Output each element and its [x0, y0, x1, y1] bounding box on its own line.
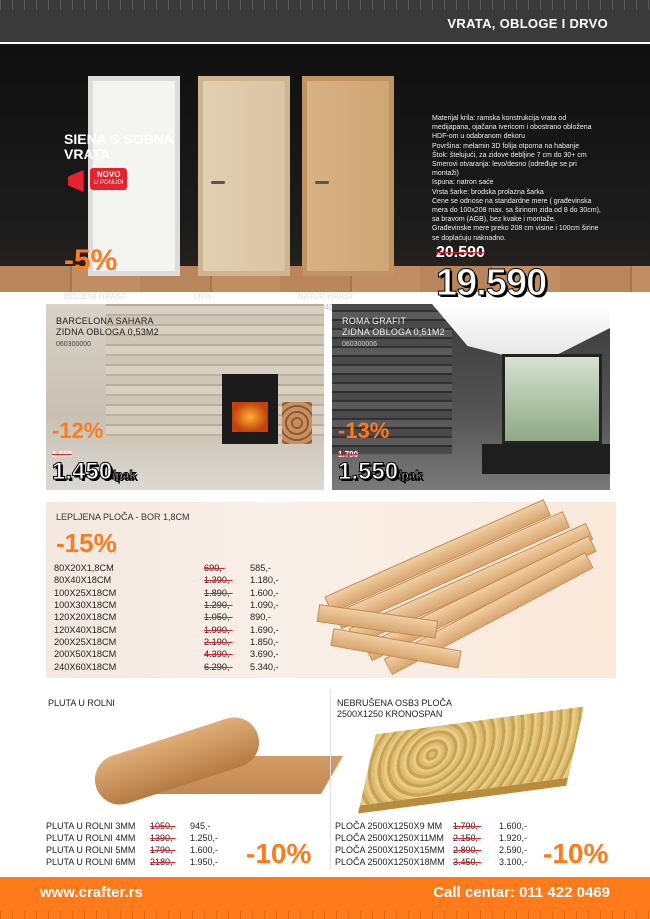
price-row	[54, 636, 310, 648]
bed-image	[482, 444, 610, 474]
product-name: PLUTA U ROLNI 6MM	[46, 857, 136, 867]
board-title: LEPLJENA PLOČA - BOR 1,8CM	[56, 512, 190, 522]
new-price: 1.600,-	[499, 821, 528, 831]
new-price: 1.180,-	[250, 575, 279, 586]
price-row	[54, 660, 310, 672]
old-price: 2180,-	[150, 857, 176, 867]
old-price: 2.890,-	[453, 845, 482, 855]
board-discount: -15%	[56, 528, 117, 558]
footer-bar	[0, 877, 650, 919]
old-price: 6.290,-	[204, 661, 233, 672]
product-name: PLUTA U ROLNI 3MM	[46, 821, 136, 831]
website-link[interactable]: www.crafter.rs	[40, 884, 143, 901]
new-price: 890,-	[250, 612, 271, 623]
price-row	[335, 820, 527, 832]
glued-board-section	[46, 502, 616, 678]
new-price: 1.250,-	[190, 833, 219, 843]
product-name: 200X25X18CM	[54, 636, 117, 647]
osb-title: NEBRUŠENA OSB3 PLOČA 2500X1250 KRONOSPAN	[337, 698, 453, 719]
cork-section	[42, 690, 326, 870]
doors-section	[0, 44, 650, 304]
new-price: 1.920,-	[499, 833, 528, 843]
price-row	[54, 648, 310, 660]
new-price: 5.340,-	[250, 661, 279, 672]
new-price: 1.600,-	[190, 845, 219, 855]
old-price: 1.890,-	[204, 587, 233, 598]
planks-image	[308, 504, 618, 674]
cork-roll-image	[82, 720, 312, 800]
panel-discount: -13%	[338, 418, 390, 443]
board-price-table	[54, 562, 310, 673]
panel-discount: -12%	[52, 418, 104, 443]
old-price: 1.790,-	[453, 821, 482, 831]
door-specs: Materijal krila: ramska konstrukcija vrata od medijapana, ojačana ivericom i obostrano obložena HDF-om u odabranom dekoru Površina: melamin 3D folija otporna na habanje Štok: štelujući, za zidove debljine 7 cm do 30+ cm Smerovi otvaranja: levo/desno (određuje se pri montaži) Ispuna: natron saće Vrsta šarke: brodska prolazna šarka Cene se odnose na standardne mere ( građevinska mera do 100x208 max. sa širinom zida od 8 do 30cm), sa bravom (AGB), bez kvake i montaže. Građevinske mere preko 208 cm visine i 100cm širine se doplaćuju naknadno.	[432, 115, 601, 242]
door-item: NATUR HRAST	[298, 292, 355, 301]
price-row	[46, 844, 218, 856]
price-row	[54, 587, 310, 599]
window-image	[502, 354, 602, 444]
panel-new-price: 1.450/pak	[52, 458, 137, 485]
old-price: 690,-	[204, 563, 225, 574]
price-row	[335, 856, 527, 868]
doors-new-price: 19.590	[436, 262, 547, 304]
product-name: 80X40X18CM	[54, 575, 112, 586]
panel-name: ROMA GRAFIT ZIDNA OBLOGA 0,51M2	[342, 316, 445, 337]
old-price: 1.390,-	[204, 575, 233, 586]
osb-discount: -10%	[543, 838, 609, 869]
price-row	[46, 856, 218, 868]
osb-section	[330, 690, 620, 870]
panel-code: 060300000	[56, 341, 92, 348]
door-image-natur-hrast	[302, 76, 394, 276]
product-name: PLUTA U ROLNI 4MM	[46, 833, 136, 843]
product-name: 100X30X18CM	[54, 600, 117, 611]
product-name: 120X20X18CM	[54, 612, 117, 623]
product-name: 100X25X18CM	[54, 587, 117, 598]
old-price: 1790,-	[150, 845, 176, 855]
price-row	[54, 574, 310, 586]
ruler-decoration	[0, 911, 650, 919]
panel-old-price: 1.650	[52, 450, 73, 459]
doors-discount: -5%	[64, 244, 118, 277]
product-name: 80X20X1,8CM	[54, 563, 114, 574]
product-name: PLOČA 2500X1250X15MM	[335, 845, 445, 855]
panel-roma	[332, 304, 610, 490]
price-row	[54, 562, 310, 574]
new-price: 1.090,-	[250, 600, 279, 611]
doors-old-price: 20.590	[436, 244, 485, 261]
panel-old-price: 1.790	[338, 450, 359, 459]
new-price: 2.590,-	[499, 845, 528, 855]
door-item: LIPA	[194, 292, 211, 301]
panel-code: 060300006	[342, 341, 378, 348]
panel-name: BARCELONA SAHARA ZIDNA OBLOGA 0,53M2	[56, 316, 159, 337]
cork-discount: -10%	[246, 838, 312, 869]
panel-new-price: 1.550/pak	[338, 458, 423, 485]
product-name: PLOČA 2500X1250X11MM	[335, 833, 444, 843]
door-image-lipa	[198, 76, 290, 276]
price-row	[54, 623, 310, 635]
ruler-decoration	[0, 0, 650, 10]
new-price: 1.600,-	[250, 587, 279, 598]
old-price: 1.050,-	[204, 612, 233, 623]
new-price: 1.690,-	[250, 624, 279, 635]
product-name: PLUTA U ROLNI 5MM	[46, 845, 136, 855]
new-price: 1.950,-	[190, 857, 219, 867]
osb-price-table	[335, 820, 527, 868]
old-price: 2.150,-	[453, 833, 482, 843]
price-row	[46, 820, 218, 832]
cork-price-table	[46, 820, 218, 868]
new-price: 3.100,-	[499, 857, 528, 867]
product-name: 120X40X18CM	[54, 624, 117, 635]
price-row	[54, 599, 310, 611]
header-bar	[0, 0, 650, 42]
old-price: 2.190,-	[204, 636, 233, 647]
price-row	[54, 611, 310, 623]
new-price: 585,-	[250, 563, 271, 574]
fireplace-image	[222, 374, 278, 444]
price-row	[46, 832, 218, 844]
product-name: PLOČA 2500X1250X9 MM	[335, 821, 443, 831]
price-row	[335, 832, 527, 844]
product-name: PLOČA 2500X1250X18MM	[335, 857, 445, 867]
section-title: VRATA, OBLOGE I DRVO	[447, 16, 608, 31]
price-row	[335, 844, 527, 856]
new-price: 945,-	[190, 821, 211, 831]
old-price: 1.290,-	[204, 600, 233, 611]
novo-badge: NOVO U PONUDI	[68, 164, 130, 198]
old-price: 1390,-	[150, 833, 176, 843]
new-price: 3.690,-	[250, 649, 279, 660]
firewood-image	[282, 402, 312, 444]
old-price: 3.450,-	[453, 857, 482, 867]
old-price: 1.990,-	[204, 624, 233, 635]
old-price: 4.390,-	[204, 649, 233, 660]
cork-title: PLUTA U ROLNI	[48, 698, 115, 708]
osb-boards-image	[358, 706, 584, 813]
doors-title: SIENA S SOBNA VRATA	[64, 131, 174, 162]
product-name: 240X60X18CM	[54, 661, 117, 672]
door-item: BELJENI HRAST	[64, 292, 126, 301]
call-center: Call centar: 011 422 0469	[433, 884, 610, 901]
product-name: 200X50X18CM	[54, 649, 117, 660]
panel-barcelona	[46, 304, 324, 490]
old-price: 1050,-	[150, 821, 176, 831]
new-price: 1.850,-	[250, 636, 279, 647]
